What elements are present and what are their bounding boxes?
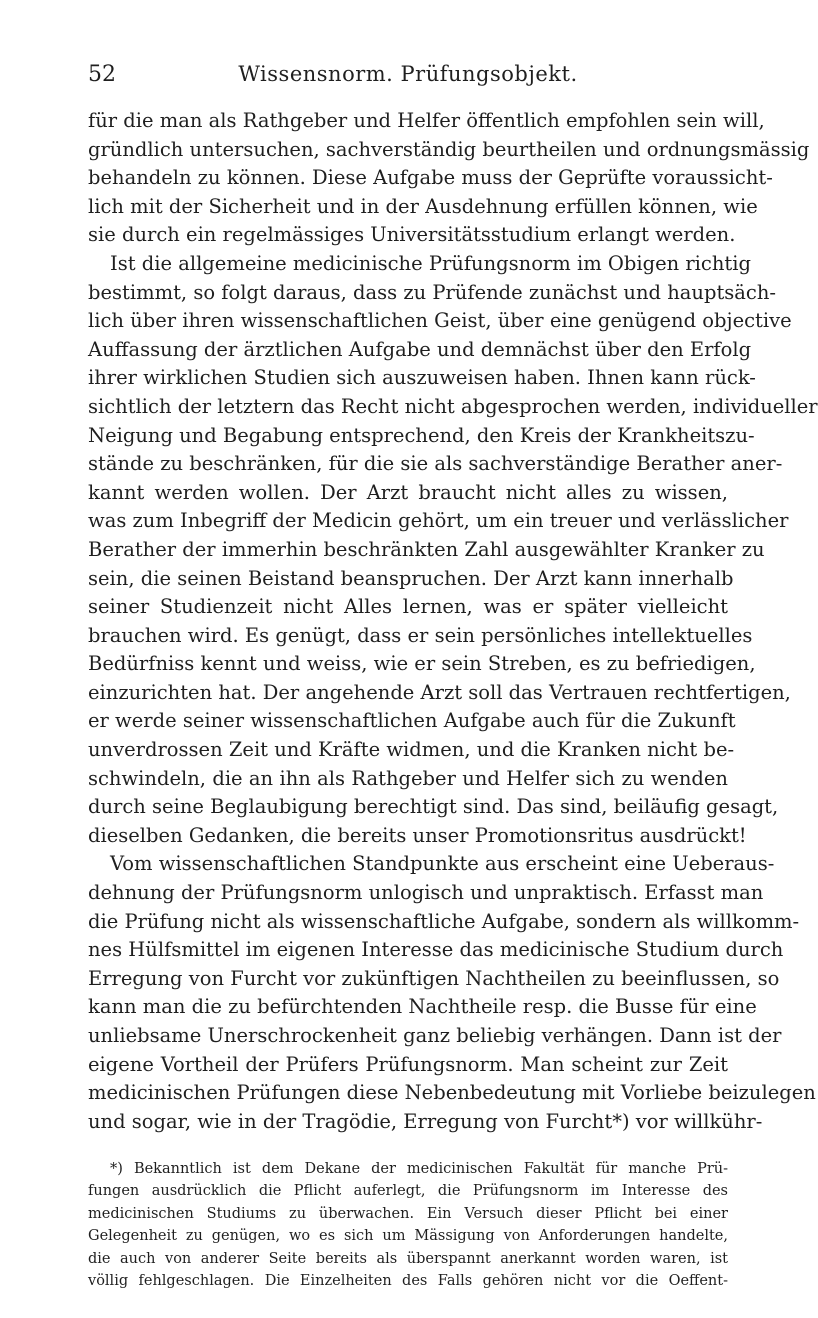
text-line: bestimmt, so folgt daraus, dass zu Prüfende zunächst und hauptsäch- [88,280,776,304]
body-text [88,107,818,1136]
text-line: stände zu beschränken, für die sie als sachverständige Berather aner- [88,452,783,476]
footnote-line: fungen ausdrücklich die Pflicht auferlegt, die Prüfungsnorm im Interesse des [88,1183,728,1200]
text-line: behandeln zu können. Diese Aufgabe muss der Geprüfte voraussicht- [88,166,773,190]
text-line: brauchen wird. Es genügt, dass er sein persönliches intellektuelles [88,623,753,647]
running-head: Wissensnorm. Prüfungsobjekt. [238,62,578,86]
text-line: Auffassung der ärztlichen Aufgabe und demnächst über den Erfolg [88,337,752,361]
text-line: lich mit der Sicherheit und in der Ausdehnung erfüllen können, wie [88,194,758,218]
text-line: nes Hülfsmittel im eigenen Interesse das medicinische Studium durch [88,938,784,962]
text-line: was zum Inbegriff der Medicin gehört, um ein treuer und verlässlicher [88,509,789,533]
text-line: ihrer wirklichen Studien sich auszuweisen haben. Ihnen kann rück- [88,366,756,390]
text-line: sie durch ein regelmässiges Universitätsstudium erlangt werden. [88,223,736,247]
text-line: kannt werden wollen. Der Arzt braucht nicht alles zu wissen, [88,480,728,504]
text-line: medicinischen Prüfungen diese Nebenbedeutung mit Vorliebe beizulegen [88,1081,816,1105]
text-line: einzurichten hat. Der angehende Arzt soll das Vertrauen rechtfertigen, [88,680,791,704]
text-line: Erregung von Furcht vor zukünftigen Nachtheilen zu beeinflussen, so [88,966,780,990]
text-line: unverdrossen Zeit und Kräfte widmen, und die Kranken nicht be- [88,738,735,762]
text-line: er werde seiner wissenschaftlichen Aufgabe auch für die Zukunft [88,709,736,733]
footnote-line: *) Bekanntlich ist dem Dekane der medicinischen Fakultät für manche Prü- [110,1161,728,1177]
text-line: Vom wissenschaftlichen Standpunkte aus erscheint eine Ueberaus- [110,852,775,876]
text-line: sein, die seinen Beistand beanspruchen. Der Arzt kann innerhalb [88,566,734,590]
text-line: seiner Studienzeit nicht Alles lernen, was er später vielleicht [88,595,728,619]
footnote-line: die auch von anderer Seite bereits als überspannt anerkannt worden waren, ist [88,1250,728,1267]
text-line: Bedürfniss kennt und weiss, wie er sein Streben, es zu befriedigen, [88,652,756,676]
text-line: kann man die zu befürchtenden Nachtheile resp. die Busse für eine [88,995,757,1019]
text-line: dehnung der Prüfungsnorm unlogisch und unpraktisch. Erfasst man [88,881,764,905]
page-header [88,62,728,92]
footnote [88,1158,728,1292]
footnote-line: medicinischen Studiums zu überwachen. Ein Versuch dieser Pflicht bei einer [88,1205,728,1222]
text-line: und sogar, wie in der Tragödie, Erregung von Furcht*) vor willkühr- [88,1109,763,1133]
text-line: die Prüfung nicht als wissenschaftliche Aufgabe, sondern als willkomm- [88,909,800,933]
text-line: lich über ihren wissenschaftlichen Geist, über eine genügend objective [88,309,792,333]
text-line: Ist die allgemeine medicinische Prüfungsnorm im Obigen richtig [110,251,751,275]
text-line: sichtlich der letztern das Recht nicht abgesprochen werden, individueller [88,394,818,418]
text-line: durch seine Beglaubigung berechtigt sind. Das sind, beiläufig gesagt, [88,795,779,819]
text-line: für die man als Rathgeber und Helfer öffentlich empfohlen sein will, [88,109,765,132]
page-number: 52 [88,62,116,87]
text-line: dieselben Gedanken, die bereits unser Promotionsritus ausdrückt! [88,823,747,847]
footnote-line: völlig fehlgeschlagen. Die Einzelheiten des Falls gehören nicht vor die Oeffent- [88,1272,728,1289]
text-line: gründlich untersuchen, sachverständig beurtheilen und ordnungsmässig [88,137,810,161]
text-line: schwindeln, die an ihn als Rathgeber und Helfer sich zu wenden [88,766,728,790]
text-line: eigene Vortheil der Prüfers Prüfungsnorm. Man scheint zur Zeit [88,1052,728,1076]
text-line: Berather der immerhin beschränkten Zahl ausgewählter Kranker zu [88,537,765,561]
text-line: Neigung und Begabung entsprechend, den Kreis der Krankheitszu- [88,423,755,447]
text-line: unliebsame Unerschrockenheit ganz beliebig verhängen. Dann ist der [88,1024,782,1047]
footnote-line: Gelegenheit zu genügen, wo es sich um Mässigung von Anforderungen handelte, [88,1228,728,1245]
